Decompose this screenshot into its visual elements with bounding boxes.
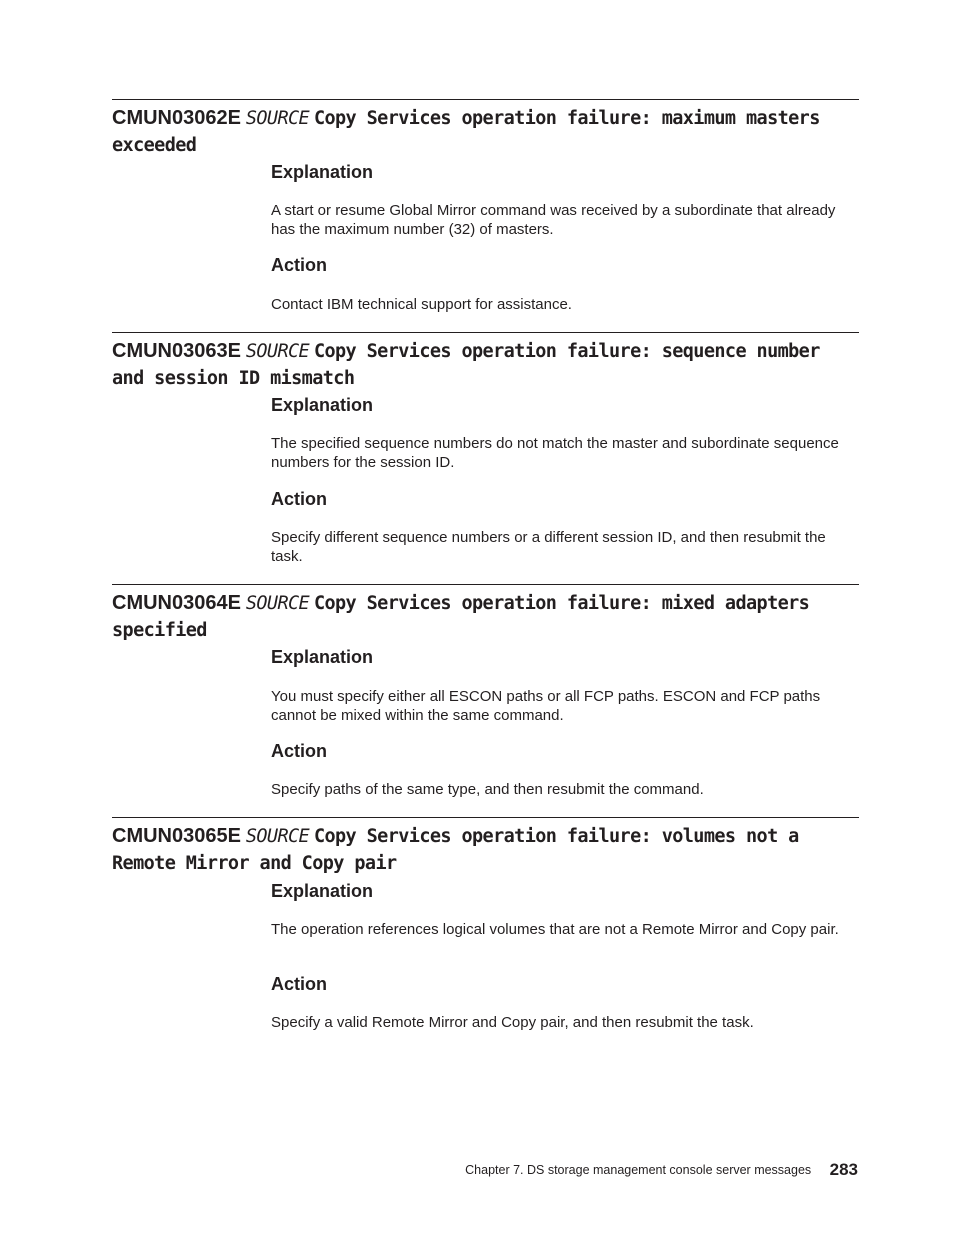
explanation-text: The specified sequence numbers do not match the master and subordinate sequence numbers for the session ID. — [271, 435, 839, 471]
page-footer — [465, 1160, 858, 1180]
section-divider — [112, 584, 859, 585]
message-heading — [112, 105, 859, 159]
message-title: Copy Services operation failure: mixed adapters specified — [112, 593, 810, 641]
message-code: CMUN03065E — [112, 825, 241, 847]
message-cmun03065e — [112, 817, 859, 877]
message-title: Copy Services operation failure: maximum masters exceeded — [112, 108, 820, 156]
action-heading: Action — [271, 741, 327, 761]
section-divider — [112, 332, 859, 333]
chapter-title: Chapter 7. DS storage management console server messages — [465, 1163, 812, 1177]
message-source: SOURCE — [245, 826, 310, 847]
message-source: SOURCE — [245, 593, 310, 614]
section-divider — [112, 99, 859, 100]
message-code: CMUN03062E — [112, 107, 241, 129]
explanation-heading: Explanation — [271, 647, 374, 667]
explanation-text: The operation references logical volumes that are not a Remote Mirror and Copy pair. — [271, 921, 839, 938]
message-heading — [112, 590, 859, 644]
message-cmun03062e — [112, 99, 859, 159]
explanation-heading: Explanation — [271, 395, 374, 415]
explanation-heading: Explanation — [271, 162, 374, 182]
explanation-text: A start or resume Global Mirror command was received by a subordinate that already has the maximum number (32) of masters. — [271, 202, 836, 238]
explanation-heading: Explanation — [271, 881, 374, 901]
message-title: Copy Services operation failure: volumes not a Remote Mirror and Copy pair — [112, 826, 799, 874]
action-text: Specify different sequence numbers or a different session ID, and then resubmit the task. — [271, 529, 826, 565]
action-heading: Action — [271, 489, 327, 509]
action-heading: Action — [271, 255, 327, 275]
message-source: SOURCE — [245, 108, 310, 129]
action-text: Contact IBM technical support for assistance. — [271, 296, 572, 313]
message-cmun03063e — [112, 332, 859, 392]
explanation-text: You must specify either all ESCON paths or all FCP paths. ESCON and FCP paths cannot be mixed within the same command. — [271, 688, 821, 724]
message-source: SOURCE — [245, 341, 310, 362]
message-code: CMUN03063E — [112, 340, 241, 362]
page-number: 283 — [829, 1160, 858, 1179]
action-text: Specify paths of the same type, and then resubmit the command. — [271, 781, 704, 798]
action-heading: Action — [271, 974, 327, 994]
action-text: Specify a valid Remote Mirror and Copy pair, and then resubmit the task. — [271, 1014, 754, 1031]
message-title: Copy Services operation failure: sequence number and session ID mismatch — [112, 341, 820, 389]
message-heading — [112, 338, 859, 392]
message-cmun03064e — [112, 584, 859, 644]
section-divider — [112, 817, 859, 818]
message-heading — [112, 823, 859, 877]
message-code: CMUN03064E — [112, 592, 241, 614]
